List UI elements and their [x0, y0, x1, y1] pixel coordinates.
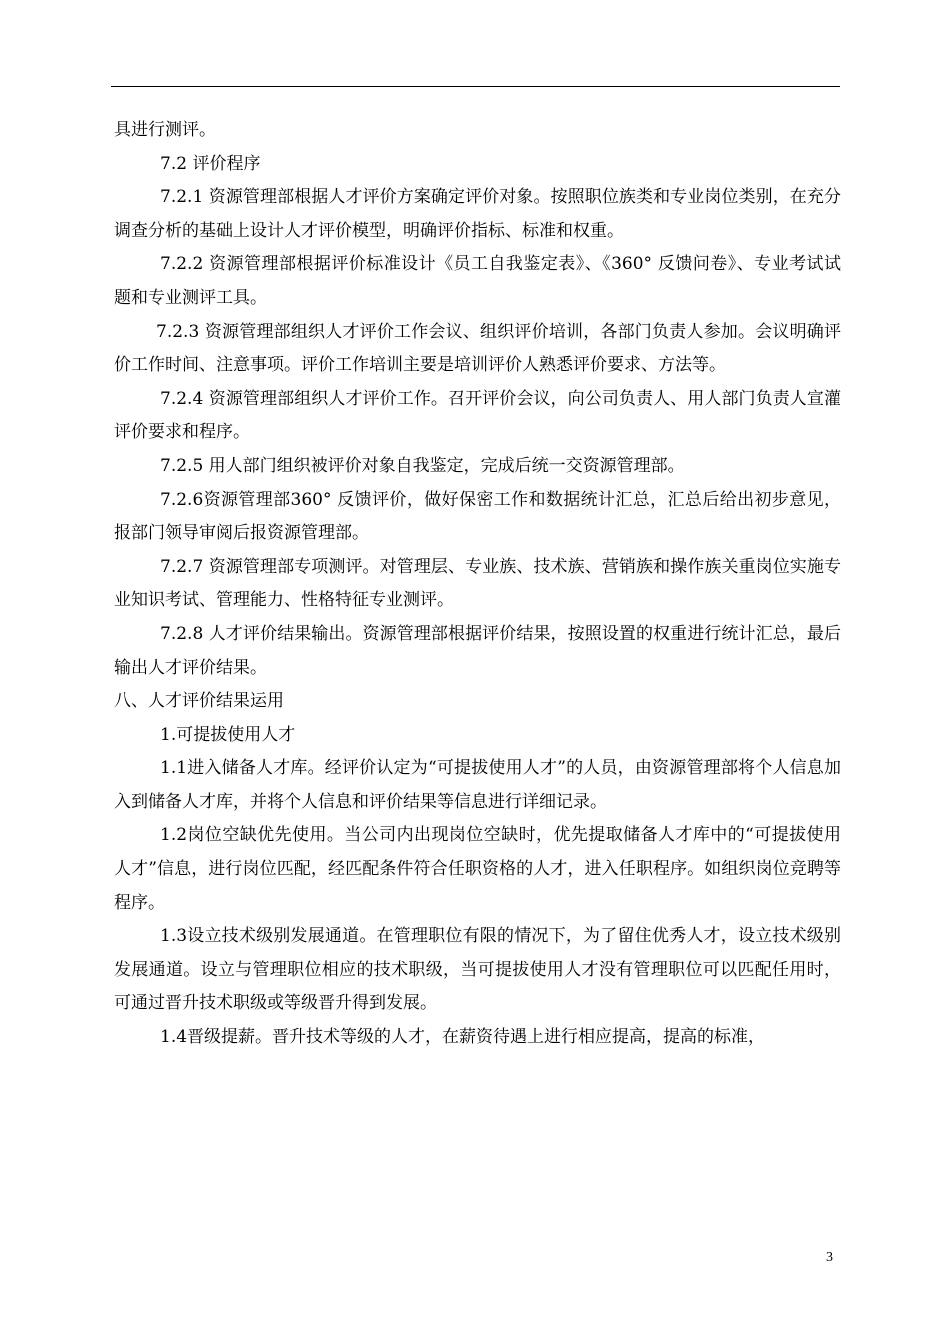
- subheading-1: 1.可提拔使用人才: [160, 724, 296, 745]
- section-heading-7-2: 7.2 评价程序: [160, 153, 261, 174]
- paragraph-continuation: 具进行测评。: [114, 120, 216, 140]
- paragraph-7-2-8: 7.2.8 人才评价结果输出。资源管理部根据评价结果，按照设置的权重进行统计汇总，最后输出人才评价结果。: [114, 623, 841, 678]
- page-number: 3: [826, 1250, 833, 1265]
- paragraph-1-3: 1.3设立技术级别发展通道。在管理职位有限的情况下，为了留住优秀人才，设立技术级别发展通道。设立与管理职位相应的技术职级，当可提拔使用人才没有管理职位可以匹配任用时，可通过晋升技术职级或等级晋升得到发展。: [114, 926, 841, 1014]
- paragraph-7-2-4: 7.2.4 资源管理部组织人才评价工作。召开评价会议，向公司负责人、用人部门负责人宣灌评价要求和程序。: [114, 388, 841, 443]
- chapter-heading-8: 八、人才评价结果运用: [114, 691, 284, 712]
- paragraph-7-2-5: 7.2.5 用人部门组织被评价对象自我鉴定，完成后统一交资源管理部。: [160, 455, 685, 476]
- paragraph-7-2-1: 7.2.1 资源管理部根据人才评价方案确定评价对象。按照职位族类和专业岗位类别，在充分调查分析的基础上设计人才评价模型，明确评价指标、标准和权重。: [114, 187, 841, 241]
- paragraph-7-2-3: 7.2.3 资源管理部组织人才评价工作会议、组织评价培训，各部门负责人参加。会议明确评价工作时间、注意事项。评价工作培训主要是培训评价人熟悉评价要求、方法等。: [114, 321, 841, 376]
- paragraph-1-4: 1.4晋级提薪。晋升技术等级的人才，在薪资待遇上进行相应提高，提高的标准，: [160, 1027, 766, 1048]
- header-rule: [111, 86, 840, 87]
- paragraph-7-2-2: 7.2.2 资源管理部根据评价标准设计《员工自我鉴定表》、《360° 反馈问卷》、专业考试试题和专业测评工具。: [114, 254, 841, 308]
- paragraph-7-2-6: 7.2.6资源管理部360° 反馈评价，做好保密工作和数据统计汇总，汇总后给出初步意见，报部门领导审阅后报资源管理部。: [114, 489, 841, 544]
- document-body: [114, 114, 841, 1055]
- paragraph-1-2: 1.2岗位空缺优先使用。当公司内出现岗位空缺时，优先提取储备人才库中的“可提拔使用人才”信息，进行岗位匹配，经匹配条件符合任职资格的人才，进入任职程序。如组织岗位竞聘等程序。: [114, 825, 841, 913]
- paragraph-7-2-7: 7.2.7 资源管理部专项测评。对管理层、专业族、技术族、营销族和操作族关重岗位实施专业知识考试、管理能力、性格特征专业测评。: [114, 556, 841, 611]
- paragraph-1-1: 1.1进入储备人才库。经评价认定为“可提拔使用人才”的人员，由资源管理部将个人信息加入到储备人才库，并将个人信息和评价结果等信息进行详细记录。: [114, 758, 841, 812]
